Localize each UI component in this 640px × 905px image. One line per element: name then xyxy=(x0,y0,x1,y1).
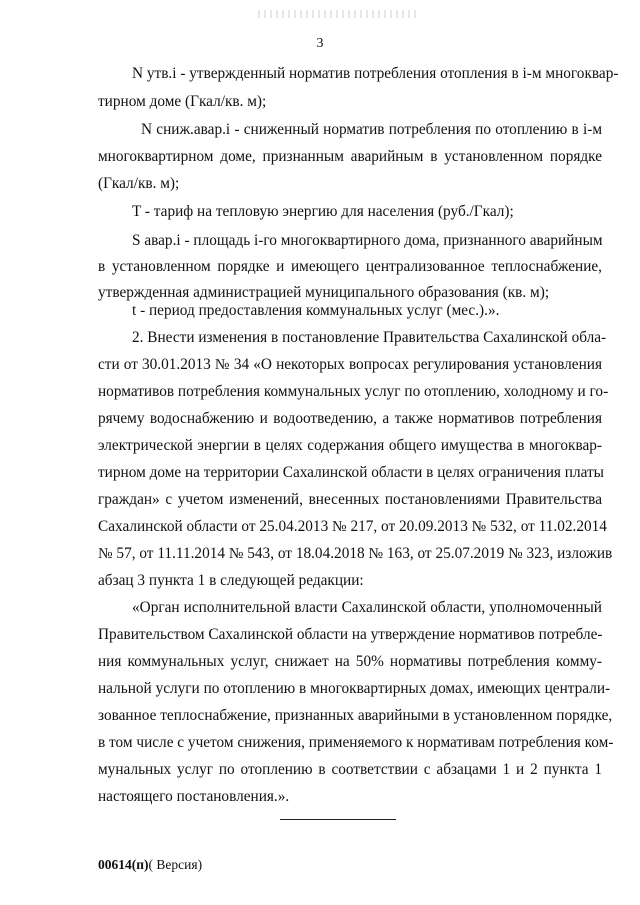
text-line: «Орган исполнительной власти Сахалинской области, уполномоченный xyxy=(132,599,602,616)
text-line: № 57, от 11.11.2014 № 543, от 18.04.2018 № 163, от 25.07.2019 № 323, изложив xyxy=(98,545,613,562)
text-line: Правительством Сахалинской области на утверждение нормативов потребле- xyxy=(98,626,603,643)
text-line: многоквартирном доме, признанным аварийным в установленном порядке xyxy=(98,148,602,165)
text-line: зованное теплоснабжение, признанных аварийными в установленном порядке, xyxy=(98,707,613,724)
text-line: электрической энергии в целях содержания общего имущества в многоквар- xyxy=(98,437,602,454)
text-line: (Гкал/кв. м); xyxy=(98,175,180,192)
text-line: нальной услуги по отоплению в многоквартирных домах, имеющих централи- xyxy=(98,680,611,697)
separator-line xyxy=(280,819,396,820)
text-line: ния коммунальных услуг, снижает на 50% нормативы потребления комму- xyxy=(98,653,602,670)
text-line: в том числе с учетом снижения, применяемого к нормативам потребления ком- xyxy=(98,734,614,751)
text-line: настоящего постановления.». xyxy=(98,788,290,805)
text-line: сти от 30.01.2013 № 34 «О некоторых вопросах регулирования установления xyxy=(98,356,602,373)
text-line: мунальных услуг по отоплению в соответствии с абзацами 1 и 2 пункта 1 xyxy=(98,761,602,778)
text-line: T - тариф на тепловую энергию для населения (руб./Гкал); xyxy=(132,203,514,220)
text-line: t - период предоставления коммунальных услуг (мес.).». xyxy=(132,302,500,319)
footer-version xyxy=(98,857,202,873)
text-line: нормативов потребления коммунальных услуг по отоплению, холодному и го- xyxy=(98,383,609,400)
text-line: тирном доме на территории Сахалинской области в целях ограничения платы xyxy=(98,464,604,481)
text-line: N сниж.авар.i - сниженный норматив потребления по отоплению в i-м xyxy=(141,121,602,138)
text-line: тирном доме (Гкал/кв. м); xyxy=(98,93,267,110)
document-code: 00614(п) xyxy=(98,857,149,872)
text-line: утвержденная администрацией муниципального образования (кв. м); xyxy=(98,284,550,301)
text-line: Сахалинской области от 25.04.2013 № 217, от 20.09.2013 № 532, от 11.02.2014 xyxy=(98,518,607,535)
text-line: в установленном порядке и имеющего централизованное теплоснабжение, xyxy=(98,258,602,275)
text-line: граждан» с учетом изменений, внесенных постановлениями Правительства xyxy=(98,491,602,508)
text-line: S авар.i - площадь i-го многоквартирного дома, признанного аварийным xyxy=(132,232,603,249)
scan-artifact xyxy=(258,10,418,18)
page-number: 3 xyxy=(316,36,324,51)
version-label: ( Версия) xyxy=(148,857,203,872)
text-line: N утв.i - утвержденный норматив потребления отопления в i-м многоквар- xyxy=(132,65,619,82)
text-line: рячему водоснабжению и водоотведению, а также нормативов потребления xyxy=(98,410,602,427)
text-line: 2. Внести изменения в постановление Правительства Сахалинской обла- xyxy=(132,329,607,346)
text-line: абзац 3 пункта 1 в следующей редакции: xyxy=(98,572,364,589)
